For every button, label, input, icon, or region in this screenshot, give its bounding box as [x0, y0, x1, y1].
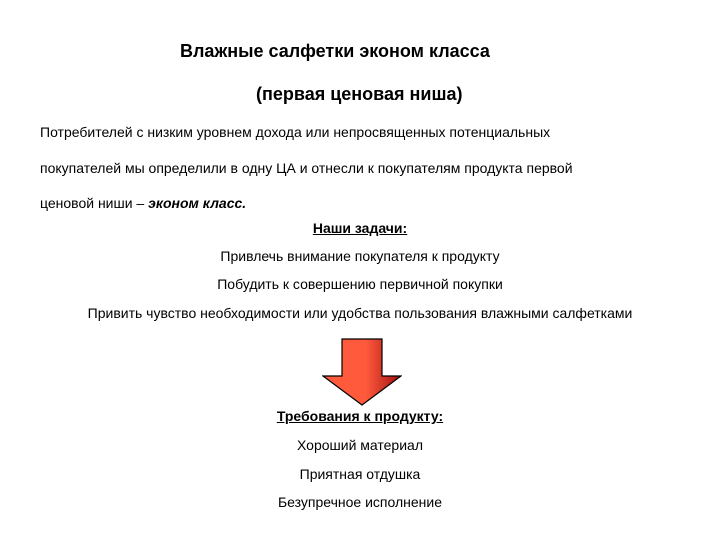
requirements-heading: Требования к продукту: [276, 408, 444, 424]
intro-line-2: покупателей мы определили в одну ЦА и отнесли к покупателям продукта первой [40, 160, 573, 176]
intro-line-3 [40, 195, 246, 211]
task-item-2: Побудить к совершению первичной покупки [217, 276, 503, 292]
task-item-1: Привлечь внимание покупателя к продукту [220, 248, 500, 264]
requirement-item-1: Хороший материал [296, 437, 423, 453]
tasks-heading: Наши задачи: [312, 220, 408, 236]
arrow-shape [323, 339, 401, 405]
title-line-2: (первая ценовая ниша) [256, 84, 463, 104]
task-item-3: Привить чувство необходимости или удобства пользования влажными салфетками [87, 305, 633, 321]
title-line-1: Влажные салфетки эконом класса [180, 41, 490, 61]
econom-class-emphasis: эконом класс. [148, 195, 247, 211]
intro-line-3-prefix: ценовой ниши – [40, 195, 149, 211]
requirement-item-2: Приятная отдушка [299, 466, 421, 482]
requirement-item-3: Безупречное исполнение [277, 494, 442, 510]
intro-line-1: Потребителей с низким уровнем дохода или непросвященных потенциальных [40, 124, 551, 140]
down-arrow-icon [322, 338, 402, 406]
